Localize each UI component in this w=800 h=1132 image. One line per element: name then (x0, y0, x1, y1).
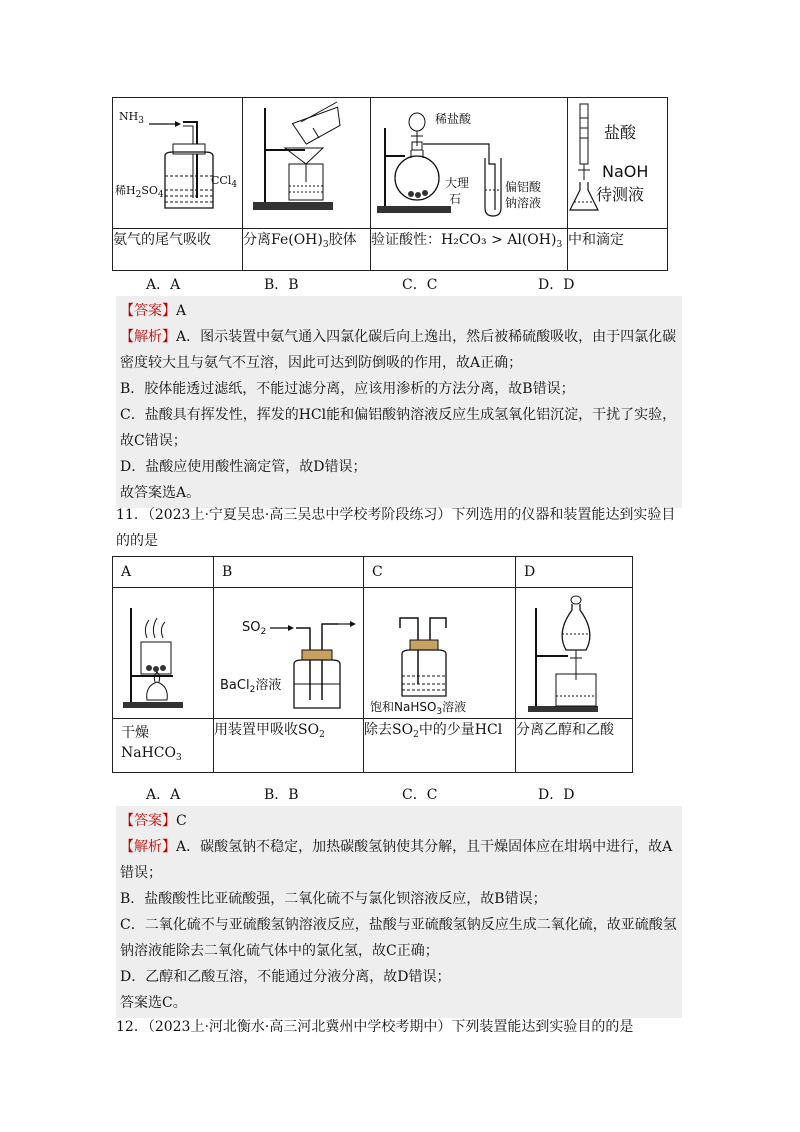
q10-figure-b (243, 98, 371, 229)
q11-option-b[interactable]: B．B (264, 787, 299, 803)
q10-analysis-conclusion: 故答案选A。 (120, 485, 201, 501)
saturated-nahso3-label: 饱和NaHSO$_3$溶液 (370, 700, 467, 717)
q11-stem: 11．（2023上·宁夏吴忠·高三吴忠中学校考阶段练习）下列选用的仪器和装置能达到实验目的的是 (116, 507, 676, 549)
q10-table (112, 97, 668, 271)
q11-caption-a: 干燥 NaHCO$_3$ (113, 719, 214, 773)
q10-analysis-c: C．盐酸具有挥发性，挥发的HCl能和偏铝酸钠溶液反应生成氢氧化铝沉淀，干扰了实验，故C错误； (120, 407, 677, 449)
q10-option-d[interactable]: D．D (538, 277, 575, 293)
q11-figure-d (516, 588, 633, 719)
q10-option-b[interactable]: B．B (264, 277, 299, 293)
q10-caption-b: 分离$Fe(OH)_3$胶体 (243, 229, 371, 271)
q10-caption-d: 中和滴定 (568, 229, 668, 271)
dilute-hcl-label: 稀盐酸 (435, 112, 472, 126)
q11-header-c: C (364, 557, 516, 588)
ccl4-label: CCl$_4$ (211, 174, 238, 190)
q11-analysis-a: 【解析】A．碳酸氢钠不稳定，加热碳酸氢钠使其分解，且干燥固体应在坩埚中进行，故A错误； (120, 839, 673, 881)
test-solution-label: 待测液 (596, 185, 645, 204)
q11-answer-box (116, 806, 682, 1018)
q10-caption-c: 验证酸性：$H_2CO_3 > Al(OH)_3$ (371, 229, 568, 271)
q11-table (112, 556, 633, 773)
q11-analysis-conclusion: 答案选C。 (120, 995, 187, 1011)
q11-caption-b: 用装置甲吸收$SO_2$ (214, 719, 364, 773)
marble-label-1: 大理 (445, 176, 470, 190)
q10-caption-a: 氨气的尾气吸收 (113, 229, 243, 271)
q11-analysis-b: B．盐酸酸性比亚硫酸强，二氧化硫不与氯化钡溶液反应，故B错误； (120, 891, 547, 907)
q11-header-b: B (214, 557, 364, 588)
dilute-h2so4-label: 稀$H_2SO_4$ (115, 184, 164, 200)
bacl2-solution-label: BaCl$_2$溶液 (220, 678, 282, 695)
q10-option-c[interactable]: C．C (402, 277, 438, 293)
q10-figure-d (568, 98, 668, 229)
q11-figure-a (113, 588, 214, 719)
q11-header-a: A (113, 557, 214, 588)
q10-answer: 【答案】A (120, 303, 187, 319)
bacl2-absorption-diagram (214, 588, 364, 718)
filtration-apparatus-diagram (243, 98, 371, 228)
heating-beaker-diagram (113, 588, 214, 718)
so2-inlet-label: $SO_2$ (242, 620, 267, 637)
q11-analysis-d: D．乙醇和乙酸互溶，不能通过分液分离，故D错误； (120, 969, 451, 985)
aluminate-label-2: 钠溶液 (505, 196, 542, 210)
aluminate-label-1: 偏铝酸 (505, 180, 542, 194)
marble-label-2: 石 (449, 192, 462, 206)
nh3-label: $NH_3$ (119, 110, 144, 126)
q10-answer-box (116, 296, 682, 508)
q11-answer: 【答案】C (120, 813, 187, 829)
q11-caption-d: 分离乙醇和乙酸 (516, 719, 633, 773)
q11-options (146, 784, 574, 804)
q10-option-a[interactable]: A．A (146, 277, 181, 293)
q10-analysis-b: B．胶体能透过滤纸，不能过滤分离，应该用渗析的方法分离，故B错误； (120, 381, 575, 397)
q11-figure-b (214, 588, 364, 719)
separatory-funnel-diagram (516, 588, 633, 718)
q11-option-a[interactable]: A．A (146, 787, 181, 803)
titrant-hcl-label: 盐酸 (604, 123, 637, 142)
q11-option-d[interactable]: D．D (538, 787, 575, 803)
q12-stem: 12．（2023上·河北衡水·高三河北冀州中学校考期中）下列装置能达到实验目的的是 (116, 1019, 634, 1035)
q11-caption-c: 除去$SO_2$中的少量HCl (364, 719, 516, 773)
q10-options (146, 274, 574, 294)
q10-analysis-a: 【解析】A．图示装置中氨气通入四氯化碳后向上逸出，然后被稀硫酸吸收，由于四氯化碳密度较大且与氨气不互溶，因此可达到防倒吸的作用，故A正确； (120, 329, 677, 371)
q10-figure-a (113, 98, 243, 229)
naoh-label: NaOH (602, 162, 649, 181)
q11-option-c[interactable]: C．C (402, 787, 438, 803)
q10-figure-c (371, 98, 568, 229)
q11-figure-c (364, 588, 516, 719)
q10-analysis-d: D．盐酸应使用酸性滴定管，故D错误； (120, 459, 367, 475)
q11-analysis-c: C．二氧化硫不与亚硫酸氢钠溶液反应，盐酸与亚硫酸氢钠反应生成二氧化硫，故亚硫酸氢钠溶液能除去二氧化硫气体中的氯化氢，故C正确； (120, 917, 677, 959)
q11-header-d: D (516, 557, 633, 588)
